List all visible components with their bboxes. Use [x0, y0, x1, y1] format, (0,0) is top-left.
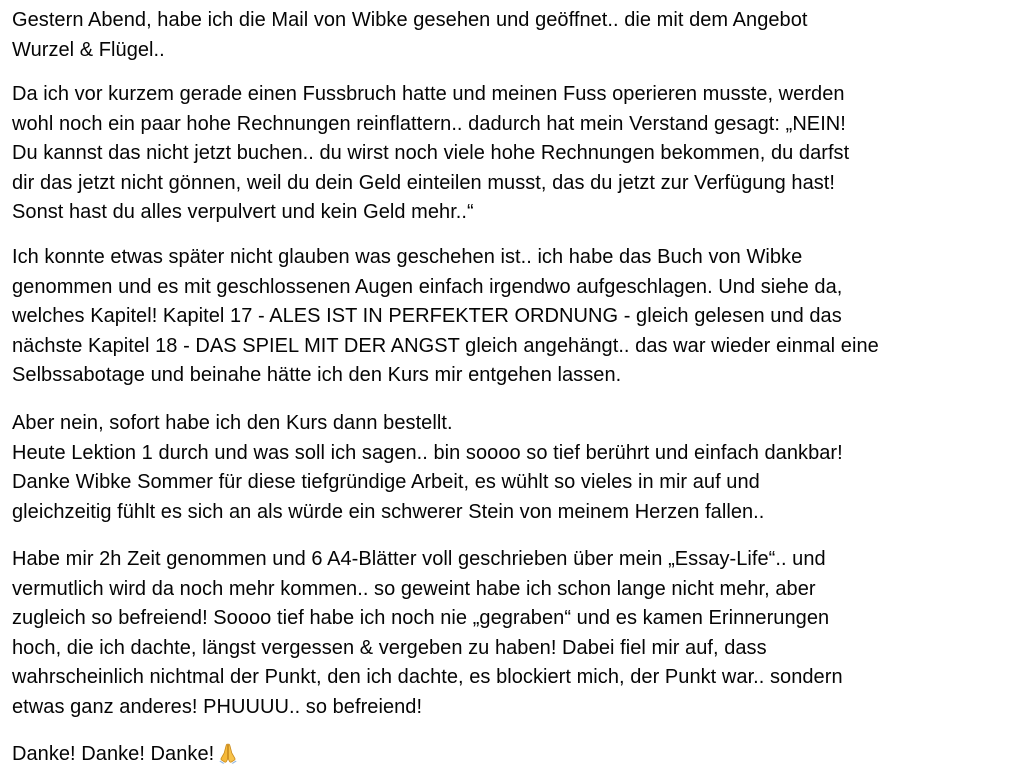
text-line: Aber nein, sofort habe ich den Kurs dann bestellt.	[12, 412, 453, 434]
text-line: genommen und es mit geschlossenen Augen einfach irgendwo aufgeschlagen. Und siehe da,	[12, 275, 843, 298]
paragraph-6	[12, 740, 238, 770]
text-line: zugleich so befreiend! Soooo tief habe ich noch nie „gegraben“ und es kamen Erinnerungen	[12, 607, 830, 629]
paragraph-4	[12, 409, 843, 527]
text-line: dir das jetzt nicht gönnen, weil du dein Geld einteilen musst, das du jetzt zur Verfügung hast!	[12, 171, 836, 194]
paragraph-2	[12, 80, 849, 228]
text-line	[12, 740, 238, 770]
paragraph-5	[12, 545, 843, 722]
text-line: Habe mir 2h Zeit genommen und 6 A4-Blätter voll geschrieben über mein „Essay-Life“.. und	[12, 548, 826, 570]
text-line: welches Kapitel! Kapitel 17 - ALES IST IN PERFEKTER ORDNUNG - gleich gelesen und das	[12, 305, 842, 327]
text-line: Sonst hast du alles verpulvert und kein Geld mehr..“	[12, 201, 474, 223]
text-line: Ich konnte etwas später nicht glauben was geschehen ist.. ich habe das Buch von Wibke	[12, 246, 803, 268]
paragraph-3	[12, 243, 879, 391]
text-line: hoch, die ich dachte, längst vergessen & vergeben zu haben! Dabei fiel mir auf, dass	[12, 636, 767, 659]
text-line: wahrscheinlich nichtmal der Punkt, den ich dachte, es blockiert mich, der Punkt war.. sondern	[12, 666, 843, 688]
text-line: Selbssabotage und beinahe hätte ich den Kurs mir entgehen lassen.	[12, 364, 622, 386]
paragraph-1	[12, 6, 808, 65]
folded-hands-icon	[218, 742, 238, 764]
text-line: etwas ganz anderes! PHUUUU.. so befreiend!	[12, 695, 423, 718]
text-line: Heute Lektion 1 durch und was soll ich sagen.. bin soooo so tief berührt und einfach dankbar!	[12, 441, 843, 464]
text-line: gleichzeitig fühlt es sich an als würde ein schwerer Stein von meinem Herzen fallen..	[12, 500, 765, 523]
text-line: Wurzel & Flügel..	[12, 38, 165, 61]
text-line: Danke Wibke Sommer für diese tiefgründige Arbeit, es wühlt so vieles in mir auf und	[12, 471, 760, 493]
text-line: nächste Kapitel 18 - DAS SPIEL MIT DER ANGST gleich angehängt.. das war wieder einmal eine	[12, 334, 879, 357]
text-line: Du kannst das nicht jetzt buchen.. du wirst noch viele hohe Rechnungen bekommen, du darfst	[12, 142, 850, 164]
text-line: vermutlich wird da noch mehr kommen.. so geweint habe ich schon lange nicht mehr, aber	[12, 577, 816, 600]
text-line: Da ich vor kurzem gerade einen Fussbruch hatte und meinen Fuss operieren musste, werden	[12, 83, 845, 105]
closing-text: Danke! Danke! Danke!	[12, 743, 215, 765]
text-line: wohl noch ein paar hohe Rechnungen reinflattern.. dadurch hat mein Verstand gesagt: „NEIN!	[12, 112, 846, 135]
text-line: Gestern Abend, habe ich die Mail von Wibke gesehen und geöffnet.. die mit dem Angebot	[12, 9, 808, 31]
